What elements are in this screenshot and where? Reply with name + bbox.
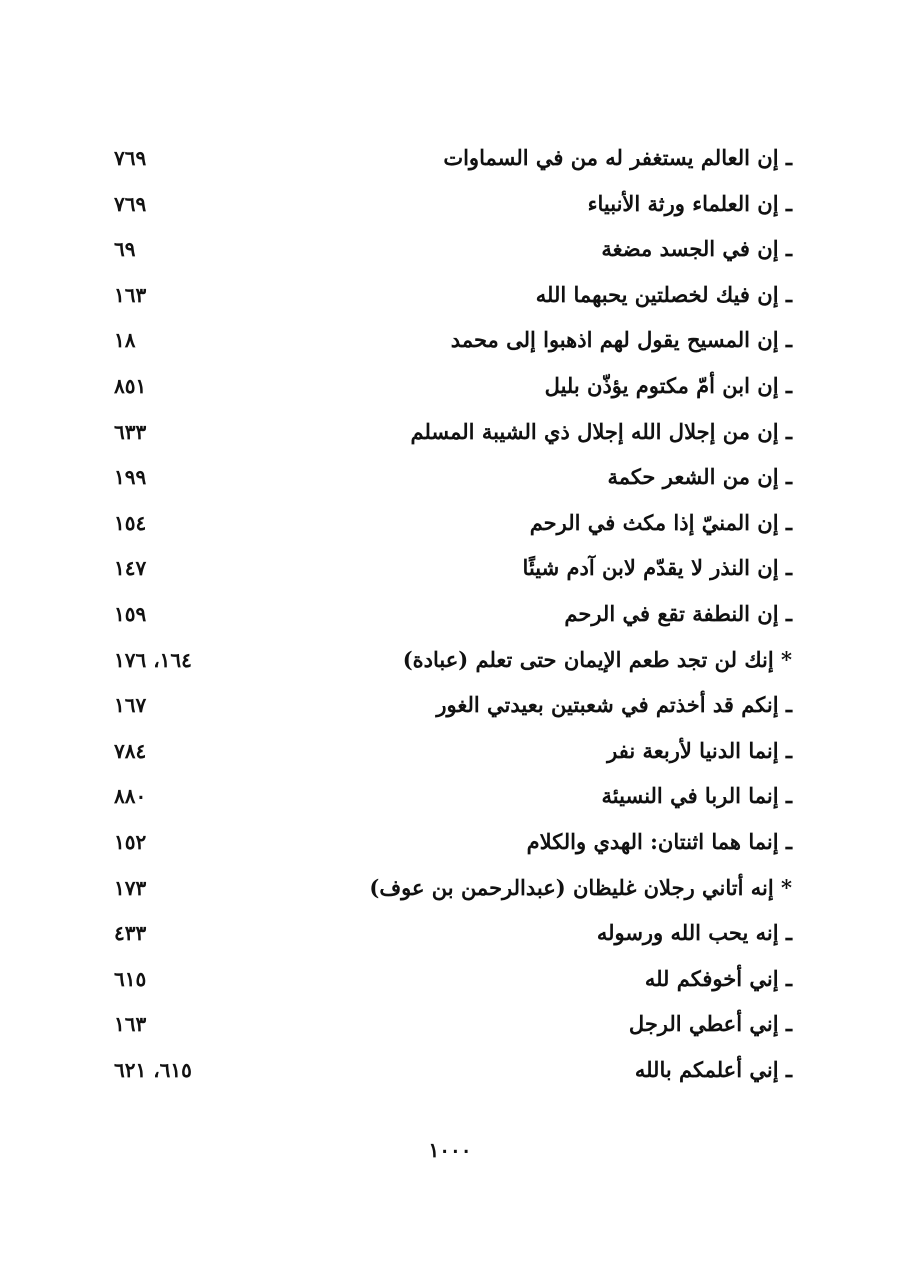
index-entry bbox=[0, 458, 900, 504]
entry-text: ـ إنما الربا في النسيئة bbox=[601, 783, 792, 809]
entry-text: ـ إني أعلمكم بالله bbox=[634, 1056, 792, 1082]
index-entry bbox=[0, 413, 900, 459]
index-entry bbox=[0, 185, 900, 231]
entry-page-ref: ١٥٤ bbox=[114, 510, 147, 535]
entry-page-ref: ٧٨٤ bbox=[114, 738, 147, 763]
entry-text: ـ إن من الشعر حكمة bbox=[607, 464, 792, 490]
entry-text: ـ إن فيك لخصلتين يحبهما الله bbox=[535, 281, 792, 307]
page-number: ١٠٠٠ bbox=[428, 1138, 472, 1162]
index-entry bbox=[0, 869, 900, 915]
entry-text: ـ إن المنيّ إذا مكث في الرحم bbox=[529, 509, 792, 535]
entry-text: ـ إن العالم يستغفر له من في السماوات bbox=[443, 145, 792, 170]
entry-text: ـ إنما هما اثنتان: الهدي والكلام bbox=[526, 828, 792, 854]
hadith-index-list bbox=[0, 139, 900, 1096]
entry-page-ref: ١٦٣ bbox=[114, 1012, 147, 1037]
entry-page-ref: ١٥٩ bbox=[114, 601, 147, 626]
entry-page-ref: ١٤٧ bbox=[114, 556, 147, 581]
entry-text: ـ إني أخوفكم لله bbox=[644, 965, 792, 991]
index-entry bbox=[0, 504, 900, 550]
entry-text: ـ إن من إجلال الله إجلال ذي الشيبة المسلم bbox=[410, 418, 792, 444]
index-entry bbox=[0, 823, 900, 869]
entry-page-ref: ٨٨٠ bbox=[114, 784, 147, 809]
entry-text: ـ إن العلماء ورثة الأنبياء bbox=[587, 190, 792, 216]
index-entry bbox=[0, 686, 900, 732]
index-entry bbox=[0, 139, 900, 185]
index-entry bbox=[0, 230, 900, 276]
index-entry bbox=[0, 1051, 900, 1097]
index-entry bbox=[0, 960, 900, 1006]
entry-page-ref: ١٩٩ bbox=[114, 465, 147, 490]
entry-text: ـ إن ابن أمّ مكتوم يؤذّن بليل bbox=[544, 372, 792, 398]
entry-text: ـ إني أعطي الرجل bbox=[628, 1011, 792, 1037]
index-entry bbox=[0, 732, 900, 778]
index-entry bbox=[0, 641, 900, 687]
index-entry bbox=[0, 549, 900, 595]
entry-page-ref: ٧٦٩ bbox=[114, 191, 147, 216]
entry-page-ref: ٦٩ bbox=[114, 237, 136, 262]
index-entry bbox=[0, 1005, 900, 1051]
entry-page-ref: ٤٣٣ bbox=[114, 921, 147, 946]
entry-text: * إنك لن تجد طعم الإيمان حتى تعلم (عبادة) bbox=[402, 646, 792, 672]
entry-text: ـ إن النطفة تقع في الرحم bbox=[564, 600, 792, 626]
entry-page-ref: ١٦٧ bbox=[114, 693, 147, 718]
entry-page-ref: ٦١٥، ٦٢١ bbox=[114, 1057, 192, 1082]
entry-page-ref: ١٦٣ bbox=[114, 282, 147, 307]
index-entry bbox=[0, 367, 900, 413]
entry-page-ref: ١٦٤، ١٧٦ bbox=[114, 647, 192, 672]
entry-text: * إنه أتاني رجلان غليظان (عبدالرحمن بن عوف) bbox=[369, 874, 792, 900]
entry-page-ref: ١٨ bbox=[114, 328, 136, 353]
index-entry bbox=[0, 777, 900, 823]
index-entry bbox=[0, 595, 900, 641]
entry-text: ـ إن في الجسد مضغة bbox=[601, 236, 792, 262]
entry-page-ref: ١٧٣ bbox=[114, 875, 147, 900]
entry-page-ref: ٦١٥ bbox=[114, 966, 147, 991]
index-entry bbox=[0, 914, 900, 960]
entry-text: ـ إن النذر لا يقدّم لابن آدم شيئًا bbox=[522, 555, 792, 581]
index-entry bbox=[0, 321, 900, 367]
entry-page-ref: ٦٣٣ bbox=[114, 419, 147, 444]
entry-page-ref: ٨٥١ bbox=[114, 373, 147, 398]
entry-text: ـ إن المسيح يقول لهم اذهبوا إلى محمد bbox=[450, 327, 792, 353]
entry-page-ref: ٧٦٩ bbox=[114, 146, 147, 170]
index-entry bbox=[0, 276, 900, 322]
entry-text: ـ إنما الدنيا لأربعة نفر bbox=[607, 737, 792, 763]
entry-page-ref: ١٥٢ bbox=[114, 829, 147, 854]
entry-text: ـ إنكم قد أخذتم في شعبتين بعيدتي الغور bbox=[436, 692, 792, 718]
entry-text: ـ إنه يحب الله ورسوله bbox=[596, 920, 792, 946]
